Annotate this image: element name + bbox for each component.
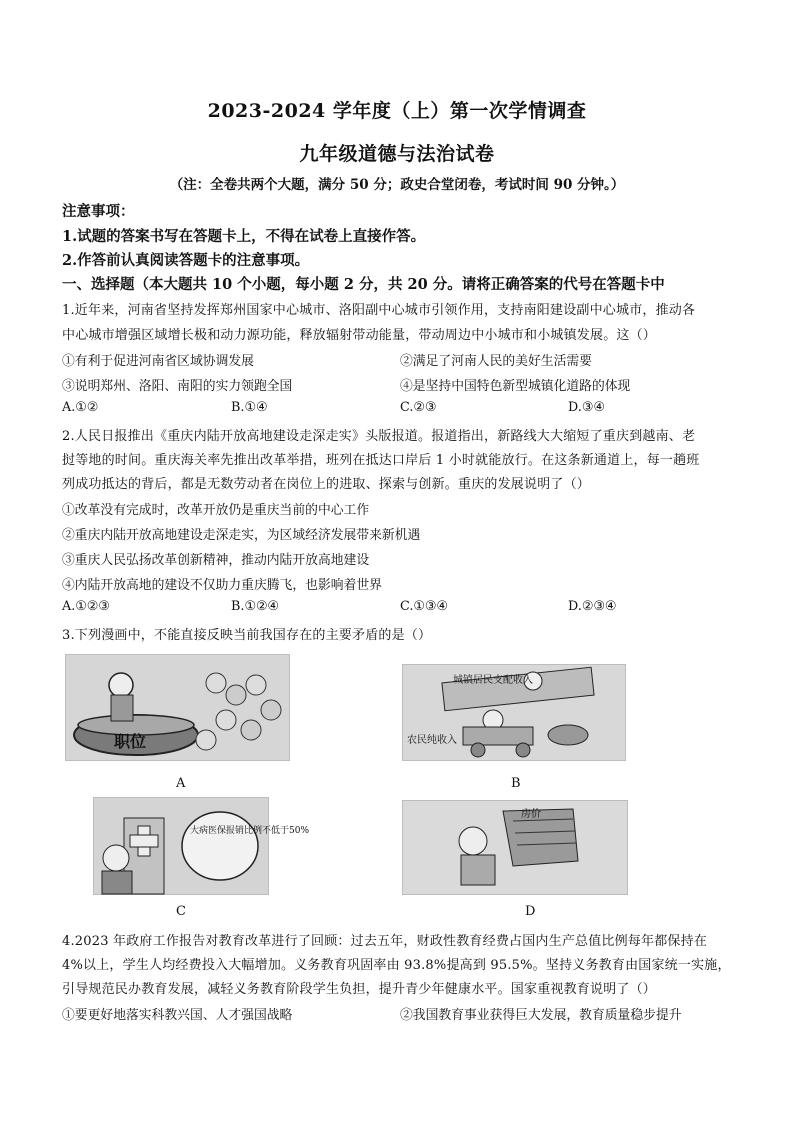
question-line: 引导规范民办教育发展，减轻义务教育阶段学生负担，提升青少年健康水平。国家重视教育说明了（） (62, 982, 657, 997)
exam-subtitle: 九年级道德与法治试卷 (299, 143, 495, 165)
exam-note: （注：全卷共两个大题，满分 50 分；政史合堂闭卷，考试时间 90 分钟。） (169, 177, 625, 193)
cartoon-caption: A (176, 776, 186, 791)
statement: ④内陆开放高地的建设不仅助力重庆腾飞，也影响着世界 (62, 578, 382, 593)
section-heading: 一、选择题（本大题共 10 个小题，每小题 2 分，共 20 分。请将正确答案的代号在答题卡中 (62, 276, 665, 293)
question-line: 3.下列漫画中，不能直接反映当前我国存在的主要矛盾的是（） (62, 628, 432, 643)
cartoon-b-label-2: 农民纯收入 (407, 735, 457, 746)
notice-item: 2.作答前认真阅读答题卡的注意事项。 (62, 252, 310, 269)
question-line: 2.人民日报推出《重庆内陆开放高地建设走深走实》头版报道。报道指出，新路线大大缩短了重庆到越南、老 (62, 429, 696, 444)
answer-option: B.①②④ (231, 599, 279, 614)
cartoon-a-label: 职位 (114, 732, 147, 751)
answer-option: A.①② (62, 400, 99, 415)
cartoon-caption: B (511, 776, 521, 791)
cartoon-d-label: 房价 (521, 809, 541, 820)
notice-heading: 注意事项： (62, 203, 135, 220)
answer-option: A.①②③ (62, 599, 110, 614)
statement: ③说明郑州、洛阳、南阳的实力领跑全国 (62, 379, 293, 394)
notice-item: 1.试题的答案书写在答题卡上，不得在试卷上直接作答。 (62, 228, 426, 245)
cartoon-c-label: 大病医保报销比例不低于50% (190, 826, 310, 836)
cartoon-a (65, 654, 290, 761)
statement: ④是坚持中国特色新型城镇化道路的体现 (400, 379, 631, 394)
statement: ①要更好地落实科教兴国、人才强国战略 (62, 1008, 293, 1023)
statement: ③重庆人民弘扬改革创新精神，推动内陆开放高地建设 (62, 553, 370, 568)
statement: ①有利于促进河南省区域协调发展 (62, 354, 254, 369)
question-line: 4.2023 年政府工作报告对教育改革进行了回顾：过去五年，财政性教育经费占国内生产总值比例每年都保持在 (62, 934, 708, 949)
statement: ②重庆内陆开放高地建设走深走实，为区域经济发展带来新机遇 (62, 528, 421, 543)
cartoon-caption: D (525, 904, 536, 919)
statement: ②满足了河南人民的美好生活需要 (400, 354, 592, 369)
cartoon-c (93, 797, 310, 895)
question-line: 列成功抵达的背后，都是无数劳动者在岗位上的进取、探索与创新。重庆的发展说明了（） (62, 477, 591, 492)
question-line: 挝等地的时间。重庆海关率先推出改革举措，班列在抵达口岸后 1 小时就能放行。在这条新通道上，每一趟班 (62, 453, 700, 468)
answer-option: D.③④ (568, 400, 605, 415)
answer-option: C.①③④ (400, 599, 448, 614)
answer-option: C.②③ (400, 400, 437, 415)
question-line: 4%以上，学生人均经费投入大幅增加。义务教育巩固率由 93.8%提高到 95.5%。坚持义务教育由国家统一实施， (62, 958, 731, 973)
answer-option: D.②③④ (568, 599, 617, 614)
question-line: 中心城市增强区域增长极和动力源功能，释放辐射带动能量，带动周边中小城市和小城镇发展。这（） (62, 328, 657, 343)
cartoon-caption: C (176, 904, 186, 919)
exam-title: 2023-2024 学年度（上）第一次学情调查 (207, 100, 587, 122)
statement: ①改革没有完成时，改革开放仍是重庆当前的中心工作 (62, 503, 370, 518)
cartoon-b-label: 城镇居民支配收入 (453, 675, 533, 686)
statement: ②我国教育事业获得巨大发展，教育质量稳步提升 (400, 1008, 682, 1023)
question-line: 1.近年来，河南省坚持发挥郑州国家中心城市、洛阳副中心城市引领作用，支持南阳建设副中心城市，推动各 (62, 303, 696, 318)
answer-option: B.①④ (231, 400, 268, 415)
cartoon-b (402, 664, 626, 761)
cartoon-d (402, 800, 628, 895)
